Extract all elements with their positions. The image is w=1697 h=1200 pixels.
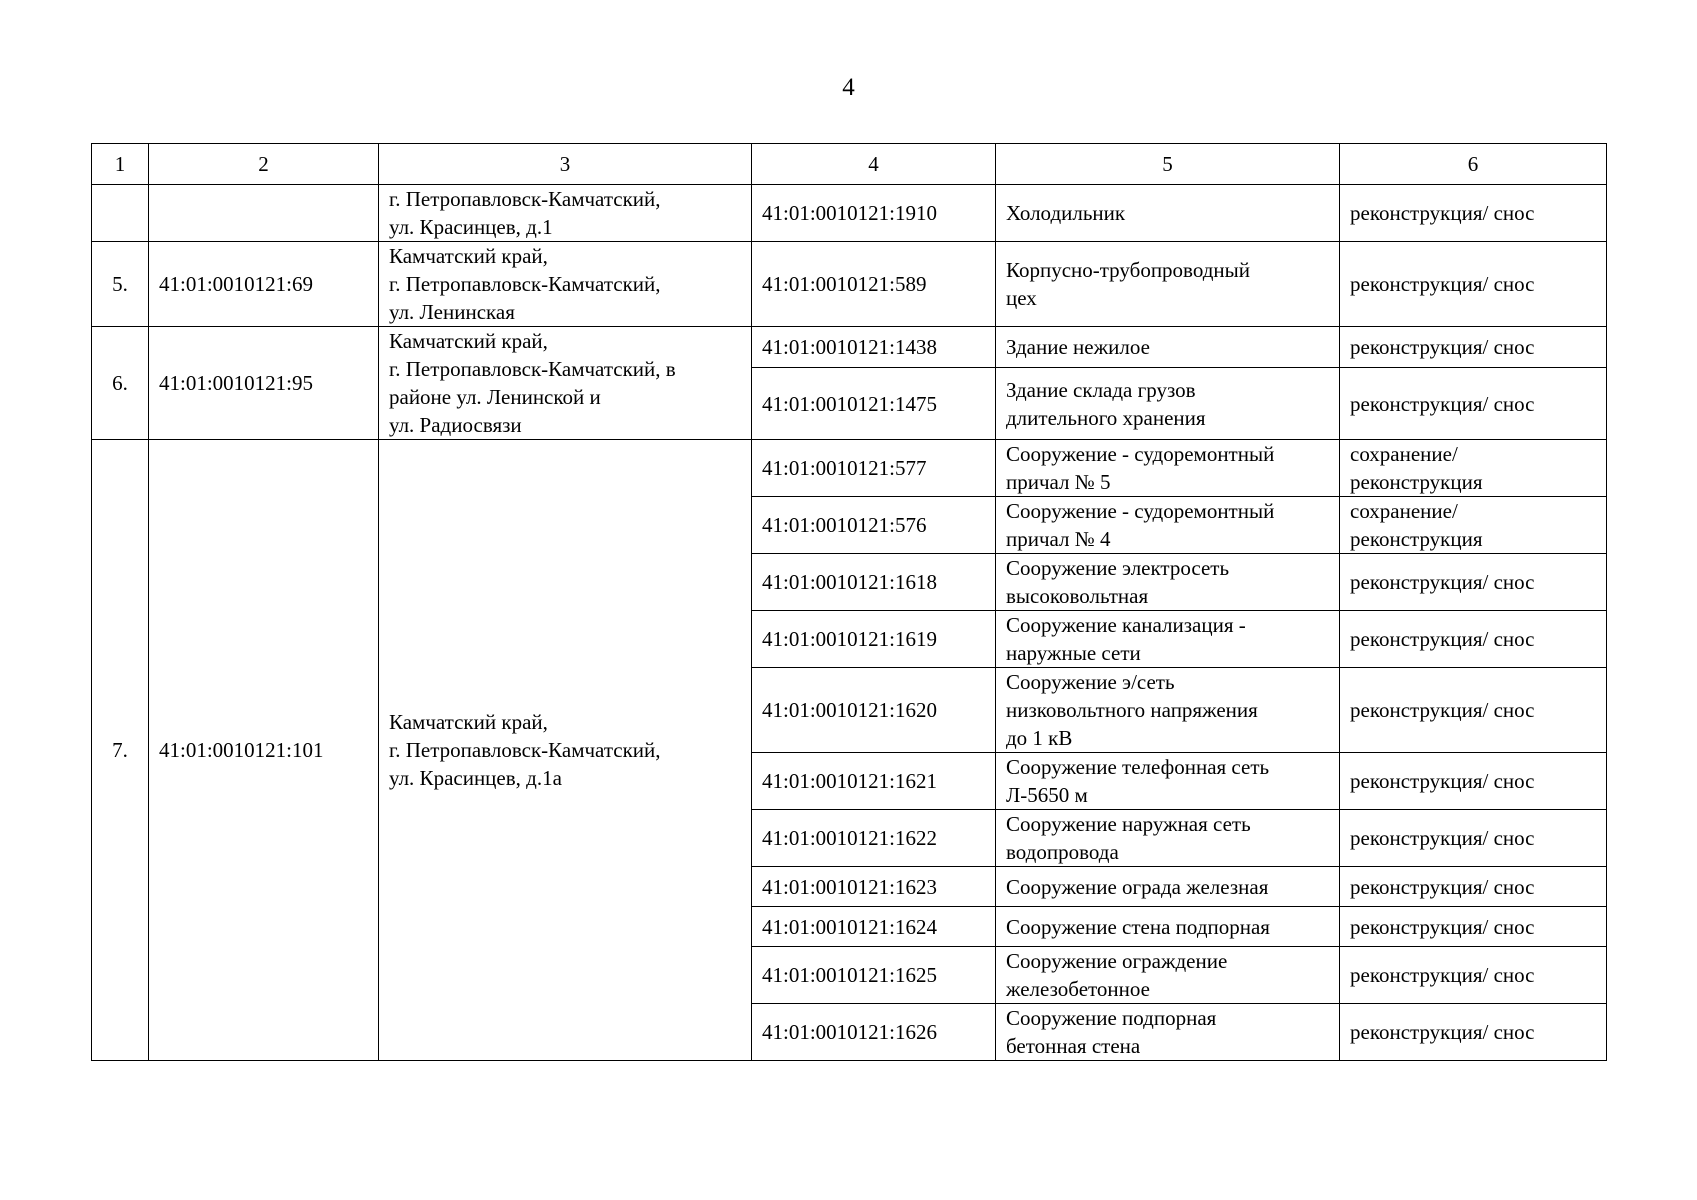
text-line: Холодильник	[1006, 201, 1126, 225]
text-line: Камчатский край,	[389, 329, 548, 353]
object-name-cell	[996, 1004, 1340, 1061]
text-line: Сооружение электросеть	[1006, 556, 1230, 580]
cadastral-number-cell: 41:01:0010121:1622	[752, 810, 996, 867]
cadastral-number-cell: 41:01:0010121:577	[752, 440, 996, 497]
object-name-cell	[996, 668, 1340, 753]
text-line: цех	[1006, 286, 1037, 310]
text-line: реконструкция/ снос	[1350, 570, 1535, 594]
text-line: бетонная стена	[1006, 1034, 1141, 1058]
action-cell	[1340, 185, 1607, 242]
text-line: высоковольтная	[1006, 584, 1149, 608]
text-line: г. Петропавловск-Камчатский,	[389, 738, 661, 762]
action-cell	[1340, 753, 1607, 810]
row-number-cell: 5.	[92, 242, 149, 327]
text-line: реконструкция/ снос	[1350, 627, 1535, 651]
column-header: 5	[996, 144, 1340, 185]
text-line: Корпусно-трубопроводный	[1006, 258, 1250, 282]
object-name-cell	[996, 497, 1340, 554]
action-cell	[1340, 611, 1607, 668]
object-name-cell	[996, 554, 1340, 611]
table-row	[92, 327, 1607, 368]
text-line: реконструкция/ снос	[1350, 335, 1535, 360]
text-line: причал № 5	[1006, 470, 1111, 494]
column-header: 4	[752, 144, 996, 185]
object-name-cell	[996, 867, 1340, 907]
text-line: водопровода	[1006, 840, 1119, 864]
row-number-cell	[92, 185, 149, 242]
action-cell	[1340, 440, 1607, 497]
text-line: реконструкция/ снос	[1350, 272, 1535, 296]
action-cell	[1340, 907, 1607, 947]
table-row	[92, 185, 1607, 242]
action-cell	[1340, 497, 1607, 554]
text-line: районе ул. Ленинской и	[389, 385, 601, 409]
text-line: реконструкция/ снос	[1350, 698, 1535, 722]
column-header: 1	[92, 144, 149, 185]
cadastral-number-cell: 41:01:0010121:1619	[752, 611, 996, 668]
action-cell	[1340, 947, 1607, 1004]
text-line: г. Петропавловск-Камчатский,	[389, 272, 661, 296]
action-cell	[1340, 810, 1607, 867]
text-line: Сооружение ограда железная	[1006, 874, 1269, 899]
object-name-cell	[996, 242, 1340, 327]
address-cell	[379, 242, 752, 327]
text-line: реконструкция/ снос	[1350, 914, 1535, 939]
text-line: ул. Радиосвязи	[389, 413, 522, 437]
text-line: ул. Красинцев, д.1	[389, 215, 553, 239]
text-line: сохранение/	[1350, 442, 1458, 466]
object-name-cell	[996, 327, 1340, 368]
cadastral-number-cell: 41:01:0010121:576	[752, 497, 996, 554]
text-line: ул. Красинцев, д.1а	[389, 766, 562, 790]
object-name-cell	[996, 810, 1340, 867]
action-cell	[1340, 368, 1607, 440]
parcel-number-cell: 41:01:0010121:95	[149, 327, 379, 440]
object-name-cell	[996, 753, 1340, 810]
action-cell	[1340, 242, 1607, 327]
text-line: Сооружение канализация -	[1006, 613, 1246, 637]
cadastral-number-cell: 41:01:0010121:1623	[752, 867, 996, 907]
action-cell	[1340, 668, 1607, 753]
action-cell	[1340, 1004, 1607, 1061]
parcel-number-cell: 41:01:0010121:101	[149, 440, 379, 1061]
text-line: Сооружение наружная сеть	[1006, 812, 1251, 836]
cadastral-number-cell: 41:01:0010121:1618	[752, 554, 996, 611]
action-cell	[1340, 554, 1607, 611]
column-header: 2	[149, 144, 379, 185]
text-line: Сооружение - судоремонтный	[1006, 499, 1275, 523]
text-line: Камчатский край,	[389, 710, 548, 734]
page-number: 4	[842, 74, 855, 101]
text-line: реконструкция	[1350, 470, 1483, 494]
action-cell	[1340, 867, 1607, 907]
address-cell	[379, 440, 752, 1061]
text-line: длительного хранения	[1006, 405, 1206, 430]
text-line: низковольтного напряжения	[1006, 698, 1258, 722]
parcel-number-cell: 41:01:0010121:69	[149, 242, 379, 327]
text-line: г. Петропавловск-Камчатский,	[389, 187, 661, 211]
text-line: реконструкция/ снос	[1350, 769, 1535, 793]
text-line: сохранение/	[1350, 499, 1458, 523]
address-cell	[379, 185, 752, 242]
cadastral-number-cell: 41:01:0010121:1624	[752, 907, 996, 947]
cadastral-number-cell: 41:01:0010121:589	[752, 242, 996, 327]
text-line: Л-5650 м	[1006, 783, 1088, 807]
address-cell	[379, 327, 752, 440]
text-line: Здание нежилое	[1006, 335, 1150, 360]
text-line: Сооружение стена подпорная	[1006, 914, 1270, 939]
object-name-cell	[996, 185, 1340, 242]
object-name-cell	[996, 440, 1340, 497]
text-line: Сооружение э/сеть	[1006, 670, 1175, 694]
text-line: Сооружение подпорная	[1006, 1006, 1217, 1030]
cadastral-number-cell: 41:01:0010121:1626	[752, 1004, 996, 1061]
cadastral-number-cell: 41:01:0010121:1620	[752, 668, 996, 753]
text-line: Сооружение телефонная сеть	[1006, 755, 1270, 779]
cadastral-number-cell: 41:01:0010121:1910	[752, 185, 996, 242]
column-header: 3	[379, 144, 752, 185]
action-cell	[1340, 327, 1607, 368]
objects-table	[91, 143, 1607, 1061]
text-line: реконструкция/ снос	[1350, 874, 1535, 899]
table-row	[92, 242, 1607, 327]
text-line: Сооружение ограждение	[1006, 949, 1228, 973]
text-line: причал № 4	[1006, 527, 1111, 551]
text-line: наружные сети	[1006, 641, 1141, 665]
object-name-cell	[996, 368, 1340, 440]
row-number-cell: 6.	[92, 327, 149, 440]
text-line: ул. Ленинская	[389, 300, 515, 324]
text-line: реконструкция	[1350, 527, 1483, 551]
text-line: реконструкция/ снос	[1350, 963, 1535, 987]
column-header: 6	[1340, 144, 1607, 185]
cadastral-number-cell: 41:01:0010121:1621	[752, 753, 996, 810]
text-line: реконструкция/ снос	[1350, 826, 1535, 850]
text-line: Камчатский край,	[389, 244, 548, 268]
text-line: до 1 кВ	[1006, 726, 1073, 750]
text-line: реконструкция/ снос	[1350, 1020, 1535, 1044]
table-header-row	[92, 144, 1607, 185]
cadastral-number-cell: 41:01:0010121:1438	[752, 327, 996, 368]
cadastral-number-cell: 41:01:0010121:1475	[752, 368, 996, 440]
table-row	[92, 440, 1607, 497]
object-name-cell	[996, 947, 1340, 1004]
text-line: реконструкция/ снос	[1350, 391, 1535, 416]
object-name-cell	[996, 611, 1340, 668]
text-line: Сооружение - судоремонтный	[1006, 442, 1275, 466]
row-number-cell: 7.	[92, 440, 149, 1061]
cadastral-number-cell: 41:01:0010121:1625	[752, 947, 996, 1004]
text-line: реконструкция/ снос	[1350, 201, 1535, 225]
object-name-cell	[996, 907, 1340, 947]
parcel-number-cell	[149, 185, 379, 242]
text-line: Здание склада грузов	[1006, 377, 1196, 402]
text-line: г. Петропавловск-Камчатский, в	[389, 357, 676, 381]
text-line: железобетонное	[1006, 977, 1150, 1001]
